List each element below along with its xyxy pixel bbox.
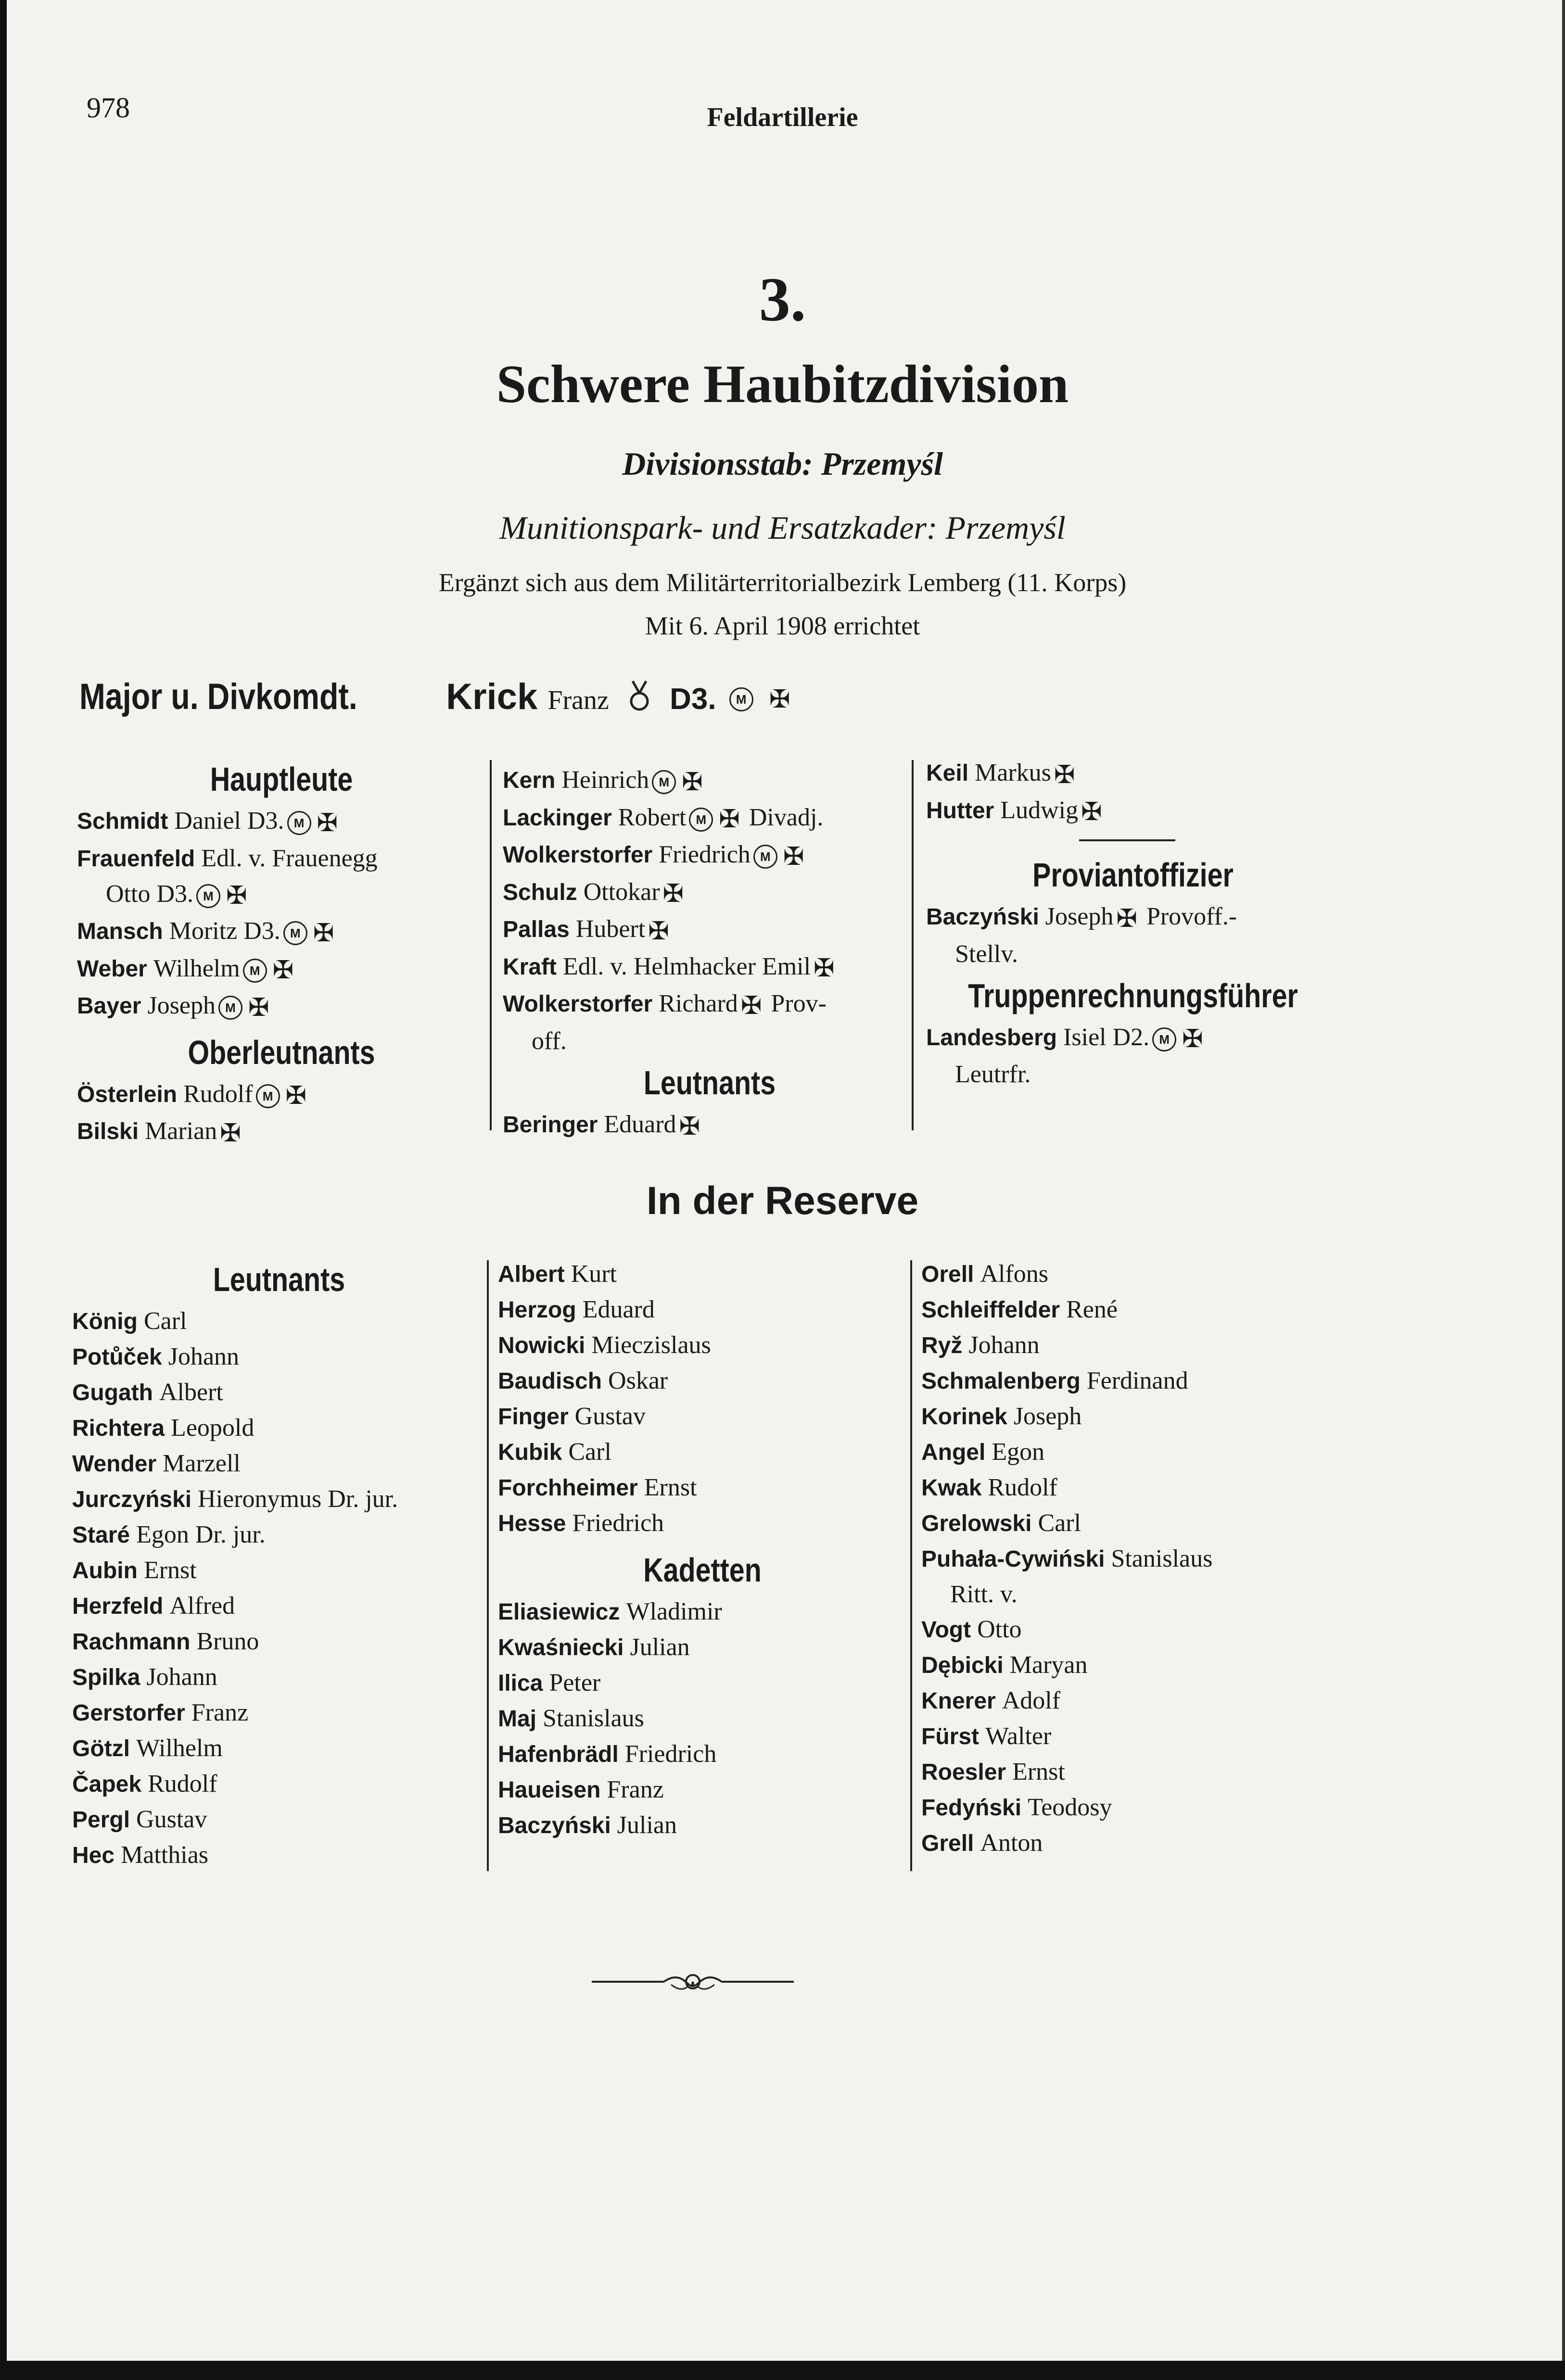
entry-surname: Čapek [72, 1772, 142, 1797]
entry-given: Julian [630, 1633, 690, 1661]
entry-given: Rudolf [148, 1770, 217, 1798]
entry-surname: Hutter [926, 798, 994, 823]
list-item [77, 1114, 486, 1151]
park-line: Munitionspark- und Ersatzkader: Przemyśl [499, 509, 1066, 546]
entry-given: Matthias [121, 1841, 209, 1869]
merit-medal-circle-icon: M [689, 808, 713, 832]
entry-given: Isiel D2. [1063, 1023, 1150, 1051]
column-divider [487, 1260, 489, 1871]
entry-surname: Landesberg [926, 1025, 1057, 1051]
list-item [72, 1339, 486, 1375]
entry-surname: Vogt [921, 1617, 971, 1643]
entry-given: Wilhelm [153, 954, 240, 982]
list-item [921, 1719, 1345, 1754]
list-item [77, 876, 486, 914]
list-item [926, 1020, 1340, 1057]
list-item [503, 1024, 916, 1059]
entry-given: Wladimir [626, 1598, 722, 1625]
entry-given: Ernst [143, 1557, 197, 1584]
truppen-heading: Truppenrechnungsführer [968, 976, 1298, 1014]
commander-suffix: D3. [670, 683, 716, 716]
entry-given: Egon Dr. jur. [136, 1521, 266, 1548]
column-divider [912, 760, 914, 1130]
entry-surname: Fürst [921, 1724, 979, 1749]
entry-given: Joseph [1045, 903, 1114, 931]
entry-surname: Eliasiewicz [498, 1599, 620, 1625]
supplement-line: Ergänzt sich aus dem Militärterritorialbezirk Lemberg (11. Korps) [438, 568, 1127, 597]
commander-line [79, 676, 793, 721]
list-item [498, 1630, 907, 1665]
entry-surname: Baczyński [498, 1813, 611, 1838]
established-line: Mit 6. April 1908 errichtet [645, 611, 920, 640]
entry-given: Otto D3. [106, 880, 193, 908]
entry-given: Stellv. [955, 940, 1018, 968]
entry-surname: Angel [921, 1440, 986, 1465]
military-merit-cross-icon: ✠ [285, 1081, 307, 1111]
entry-given: Gustav [136, 1806, 207, 1833]
entry-surname: Haueisen [498, 1777, 601, 1803]
list-item [498, 1434, 907, 1470]
list-item [77, 913, 486, 951]
military-merit-cross-icon: ✠ [226, 881, 247, 911]
entry-given: Markus [975, 759, 1051, 786]
list-item [926, 793, 1340, 830]
entry-given: Otto [977, 1616, 1022, 1643]
commander-given: Franz [547, 685, 609, 715]
list-item [921, 1683, 1345, 1719]
entry-surname: Wolkerstorfer [503, 842, 653, 868]
entry-given: Gustav [574, 1403, 646, 1430]
list-item [72, 1802, 486, 1837]
entry-surname: Lackinger [503, 805, 612, 831]
reserve-column-3 [921, 1256, 1345, 1861]
entry-surname: Albert [498, 1262, 565, 1287]
entry-surname: Herzog [498, 1297, 576, 1323]
list-item [498, 1256, 907, 1292]
list-item [921, 1328, 1345, 1363]
hauptleute-heading: Hauptleute [210, 760, 353, 798]
entry-surname: Rachmann [72, 1629, 191, 1655]
list-item [498, 1506, 907, 1541]
entry-given: Edl. v. Helmhacker Emil [563, 952, 811, 980]
list-item [503, 911, 916, 949]
list-item [926, 937, 1340, 972]
entry-given: Johann [968, 1331, 1040, 1359]
entry-surname: Jurczyński [72, 1487, 192, 1512]
entry-surname: Kwaśniecki [498, 1635, 624, 1660]
merit-medal-circle-icon: M [196, 884, 220, 908]
list-item [921, 1541, 1345, 1577]
commander-rank: Major u. Divkomdt. [79, 676, 357, 717]
entry-surname: Schulz [503, 879, 577, 905]
entry-given: Moritz D3. [169, 917, 280, 945]
short-rule [1079, 839, 1175, 841]
entry-surname: Götzl [72, 1736, 130, 1761]
entry-surname: Fedyński [921, 1795, 1022, 1821]
entry-surname: Forchheimer [498, 1475, 638, 1501]
list-item [72, 1837, 486, 1873]
entry-given: Eduard [604, 1110, 676, 1138]
entry-surname: Ilica [498, 1671, 543, 1696]
list-item [498, 1736, 907, 1772]
entry-note: Provoff.- [1146, 903, 1237, 931]
entry-given: Hubert [575, 915, 646, 943]
list-item [503, 986, 916, 1024]
entry-surname: Kwak [921, 1475, 982, 1501]
list-item [921, 1399, 1345, 1434]
commander-surname: Krick [446, 676, 538, 717]
list-item [498, 1363, 907, 1399]
merit-medal-circle-icon: M [1152, 1027, 1176, 1051]
active-col3-list [926, 755, 1340, 830]
list-item [72, 1588, 486, 1624]
list-item [503, 762, 916, 800]
list-item [921, 1434, 1345, 1470]
entry-note: Divadj. [749, 803, 824, 831]
entry-given: Wilhelm [136, 1734, 223, 1762]
list-item [503, 837, 916, 874]
entry-given: Heinrich [561, 766, 649, 794]
entry-surname: Finger [498, 1404, 569, 1430]
entry-surname: Orell [921, 1262, 974, 1287]
list-item [498, 1292, 907, 1328]
entry-given: Ernst [644, 1474, 697, 1501]
entry-surname: Richtera [72, 1416, 165, 1441]
list-item [921, 1577, 1345, 1612]
reserve-col3-list [921, 1256, 1345, 1861]
list-item [921, 1292, 1345, 1328]
entry-given: Carl [143, 1307, 187, 1335]
entry-given: Julian [617, 1811, 677, 1839]
list-item [72, 1766, 486, 1802]
entry-surname: Mansch [77, 919, 163, 945]
entry-given: Franz [191, 1699, 249, 1726]
entry-surname: Hec [72, 1843, 115, 1868]
entry-surname: Gugath [72, 1380, 153, 1405]
list-item [498, 1399, 907, 1434]
entry-surname: Gerstorfer [72, 1700, 185, 1726]
military-merit-cross-icon: ✠ [679, 1112, 700, 1141]
entry-given: Stanislaus [1111, 1545, 1213, 1572]
list-item [926, 1057, 1340, 1092]
list-item [498, 1328, 907, 1363]
entry-given: Rudolf [183, 1080, 253, 1108]
list-item [921, 1612, 1345, 1647]
entry-surname: Wender [72, 1451, 157, 1477]
entry-given: Friedrich [624, 1740, 717, 1768]
kadetten-heading: Kadetten [643, 1551, 762, 1589]
division-title: Schwere Haubitzdivision [496, 354, 1069, 414]
entry-surname: Maj [498, 1706, 537, 1732]
column-divider [910, 1260, 912, 1871]
entry-surname: Ryž [921, 1333, 963, 1358]
entry-given: René [1066, 1296, 1118, 1323]
entry-surname: Puhała-Cywiński [921, 1546, 1105, 1572]
list-item [503, 949, 916, 987]
merit-medal-circle-icon: M [729, 687, 753, 711]
list-item [921, 1647, 1345, 1683]
entry-given: Ottokar [583, 878, 660, 906]
entry-surname: Baudisch [498, 1368, 602, 1394]
entry-surname: Kubik [498, 1440, 562, 1465]
list-item [72, 1410, 486, 1446]
entry-given: Franz [607, 1776, 664, 1803]
merit-medal-circle-icon: M [287, 811, 311, 835]
leutnants-heading: Leutnants [643, 1063, 776, 1101]
merit-medal-circle-icon: M [652, 770, 676, 794]
list-item [921, 1506, 1345, 1541]
entry-surname: Pallas [503, 917, 570, 943]
entry-given: Stanislaus [543, 1705, 644, 1732]
entry-given: Friedrich [659, 841, 751, 869]
entry-given: Robert [618, 803, 687, 831]
list-item [72, 1731, 486, 1766]
entry-surname: Schmalenberg [921, 1368, 1081, 1394]
entry-given: Bruno [196, 1628, 259, 1655]
entry-given: Hieronymus Dr. jur. [198, 1485, 398, 1513]
list-item [498, 1772, 907, 1808]
running-title: Feldartillerie [707, 102, 858, 132]
list-item [921, 1470, 1345, 1506]
entry-given: Daniel D3. [174, 807, 284, 835]
military-merit-cross-icon: ✠ [740, 991, 762, 1020]
entry-given: Eduard [582, 1296, 655, 1323]
entry-surname: Schmidt [77, 809, 168, 834]
entry-given: Ritt. v. [950, 1581, 1018, 1608]
active-col2-list [503, 762, 916, 1059]
entry-given: Kurt [571, 1260, 617, 1288]
list-item [498, 1594, 907, 1630]
page-number: 978 [87, 92, 130, 124]
military-merit-cross-icon: ✠ [1081, 798, 1102, 827]
reserve-leutnants-heading: Leutnants [213, 1261, 345, 1298]
entry-surname: Schleiffelder [921, 1297, 1060, 1323]
entry-surname: Pergl [72, 1807, 130, 1833]
entry-given: Carl [568, 1438, 611, 1466]
military-merit-cross-icon: ✠ [662, 879, 684, 909]
entry-given: Alfred [169, 1592, 235, 1620]
decorative-divider-ornament-icon [592, 1962, 794, 2001]
military-merit-cross-icon: ✠ [814, 954, 835, 983]
list-item [921, 1363, 1345, 1399]
entry-surname: Roesler [921, 1760, 1006, 1785]
entry-given: Carl [1038, 1509, 1081, 1537]
entry-given: Alfons [980, 1260, 1048, 1288]
merit-medal-circle-icon: M [753, 845, 777, 869]
list-item [926, 755, 1340, 793]
entry-surname: Wolkerstorfer [503, 991, 653, 1017]
entry-given: Egon [992, 1438, 1045, 1466]
list-item [503, 1107, 916, 1144]
entry-surname: Grelowski [921, 1511, 1032, 1536]
list-item [72, 1624, 486, 1659]
military-merit-cross-icon: ✠ [648, 916, 669, 946]
entry-surname: Spilka [72, 1665, 140, 1690]
entry-given: Rudolf [988, 1474, 1057, 1501]
military-merit-cross-icon: ✠ [313, 918, 334, 948]
entry-surname: Hafenbrädl [498, 1742, 619, 1767]
entry-surname: Österlein [77, 1081, 178, 1107]
entry-surname: Dębicki [921, 1653, 1004, 1678]
list-item [921, 1790, 1345, 1825]
list-item [498, 1665, 907, 1701]
entry-given: Joseph [1013, 1403, 1082, 1430]
entry-given: Mieczislaus [591, 1331, 711, 1359]
list-item [498, 1808, 907, 1843]
list-item [72, 1375, 486, 1410]
reserve-column-1 [72, 1255, 486, 1873]
entry-given: Friedrich [572, 1509, 664, 1537]
military-merit-cross-icon: ✠ [220, 1118, 241, 1148]
entry-given: Leutrfr. [955, 1061, 1031, 1089]
list-item [72, 1481, 486, 1517]
proviant-heading: Proviantoffizier [1032, 856, 1234, 894]
entry-given: Peter [549, 1669, 601, 1696]
entry-given: Ernst [1012, 1758, 1065, 1785]
list-item [72, 1659, 486, 1695]
entry-given: Edl. v. Frauenegg [201, 844, 378, 872]
oberleutnants-list [77, 1076, 486, 1151]
entry-surname: Hesse [498, 1511, 566, 1536]
reserve-column-2 [498, 1256, 907, 1843]
entry-surname: Baczyński [926, 904, 1039, 930]
entry-surname: Herzfeld [72, 1594, 164, 1619]
military-merit-cross-icon: ✠ [272, 956, 294, 985]
merit-medal-circle-icon: M [243, 959, 267, 983]
military-merit-cross-icon: ✠ [1116, 904, 1137, 933]
entry-given: Marzell [163, 1450, 241, 1477]
entry-given: Albert [159, 1379, 223, 1406]
entry-surname: Staré [72, 1522, 130, 1548]
list-item [503, 874, 916, 912]
active-column-2 [503, 762, 916, 1144]
entry-given: Johann [146, 1663, 217, 1691]
entry-given: Adolf [1002, 1687, 1061, 1714]
entry-given: Maryan [1009, 1651, 1088, 1679]
entry-given: Teodosy [1028, 1794, 1112, 1821]
military-merit-cross-icon: ✠ [1182, 1025, 1203, 1054]
entry-surname: Knerer [921, 1688, 996, 1714]
entry-surname: Kraft [503, 954, 557, 980]
division-number: 3. [759, 265, 806, 334]
reserve-title: In der Reserve [646, 1179, 919, 1223]
gender-male-symbol-icon [629, 678, 650, 721]
list-item [921, 1256, 1345, 1292]
list-item [921, 1825, 1345, 1861]
entry-given: Oskar [608, 1367, 668, 1394]
column-divider [490, 760, 492, 1130]
list-item [72, 1695, 486, 1731]
entry-surname: Bilski [77, 1119, 139, 1145]
entry-note: Prov- [771, 990, 827, 1018]
entry-given: Walter [985, 1722, 1052, 1750]
military-merit-cross-icon: ✠ [783, 842, 804, 871]
active-column-1 [77, 755, 486, 1151]
list-item [77, 841, 486, 876]
entry-surname: Grell [921, 1831, 974, 1856]
merit-medal-circle-icon: M [256, 1084, 280, 1108]
hauptleute-list [77, 803, 486, 1025]
reserve-col1-list [72, 1304, 486, 1873]
list-item [926, 899, 1340, 937]
kadetten-list [498, 1594, 907, 1843]
entry-surname: König [72, 1309, 138, 1334]
military-merit-cross-icon: ✠ [682, 767, 703, 797]
entry-surname: Keil [926, 760, 969, 786]
entry-given: Leopold [171, 1414, 254, 1442]
merit-medal-circle-icon: M [283, 921, 307, 945]
entry-surname: Beringer [503, 1112, 598, 1138]
reserve-col2-list [498, 1256, 907, 1541]
proviant-list [926, 899, 1340, 972]
military-merit-cross-icon: ✠ [1054, 760, 1075, 789]
entry-surname: Aubin [72, 1558, 138, 1583]
entry-surname: Bayer [77, 993, 141, 1019]
entry-surname: Potůček [72, 1344, 162, 1370]
list-item [72, 1553, 486, 1588]
list-item [72, 1304, 486, 1339]
entry-given: Joseph [147, 992, 216, 1020]
military-merit-cross-icon: ✠ [719, 805, 740, 834]
entry-given: Anton [980, 1829, 1043, 1857]
entry-given: Ferdinand [1086, 1367, 1188, 1394]
merit-medal-circle-icon: M [218, 996, 242, 1020]
entry-given: Richard [659, 990, 738, 1018]
entry-given: off. [532, 1027, 567, 1055]
entry-surname: Nowicki [498, 1333, 585, 1358]
oberleutnants-heading: Oberleutnants [188, 1033, 375, 1071]
list-item [72, 1446, 486, 1481]
list-item [498, 1701, 907, 1736]
list-item [77, 988, 486, 1025]
list-item [72, 1517, 486, 1553]
list-item [921, 1754, 1345, 1790]
entry-given: Johann [168, 1343, 240, 1370]
entry-given: Marian [145, 1117, 217, 1145]
entry-given: Ludwig [1000, 796, 1079, 824]
military-merit-cross-icon: ✠ [769, 684, 790, 714]
list-item [77, 803, 486, 841]
military-merit-cross-icon: ✠ [317, 808, 338, 837]
active-column-3 [926, 755, 1340, 1092]
list-item [503, 800, 916, 837]
list-item [498, 1470, 907, 1506]
entry-surname: Korinek [921, 1404, 1007, 1430]
truppen-list [926, 1020, 1340, 1092]
list-item [77, 1076, 486, 1114]
staff-line: Divisionsstab: Przemyśl [622, 445, 943, 482]
entry-surname: Weber [77, 956, 147, 982]
leutnants-list [503, 1107, 916, 1144]
entry-surname: Kern [503, 768, 556, 793]
list-item [77, 951, 486, 988]
military-merit-cross-icon: ✠ [248, 993, 269, 1022]
entry-surname: Frauenfeld [77, 846, 195, 872]
scan-border-bottom [0, 2361, 1565, 2380]
